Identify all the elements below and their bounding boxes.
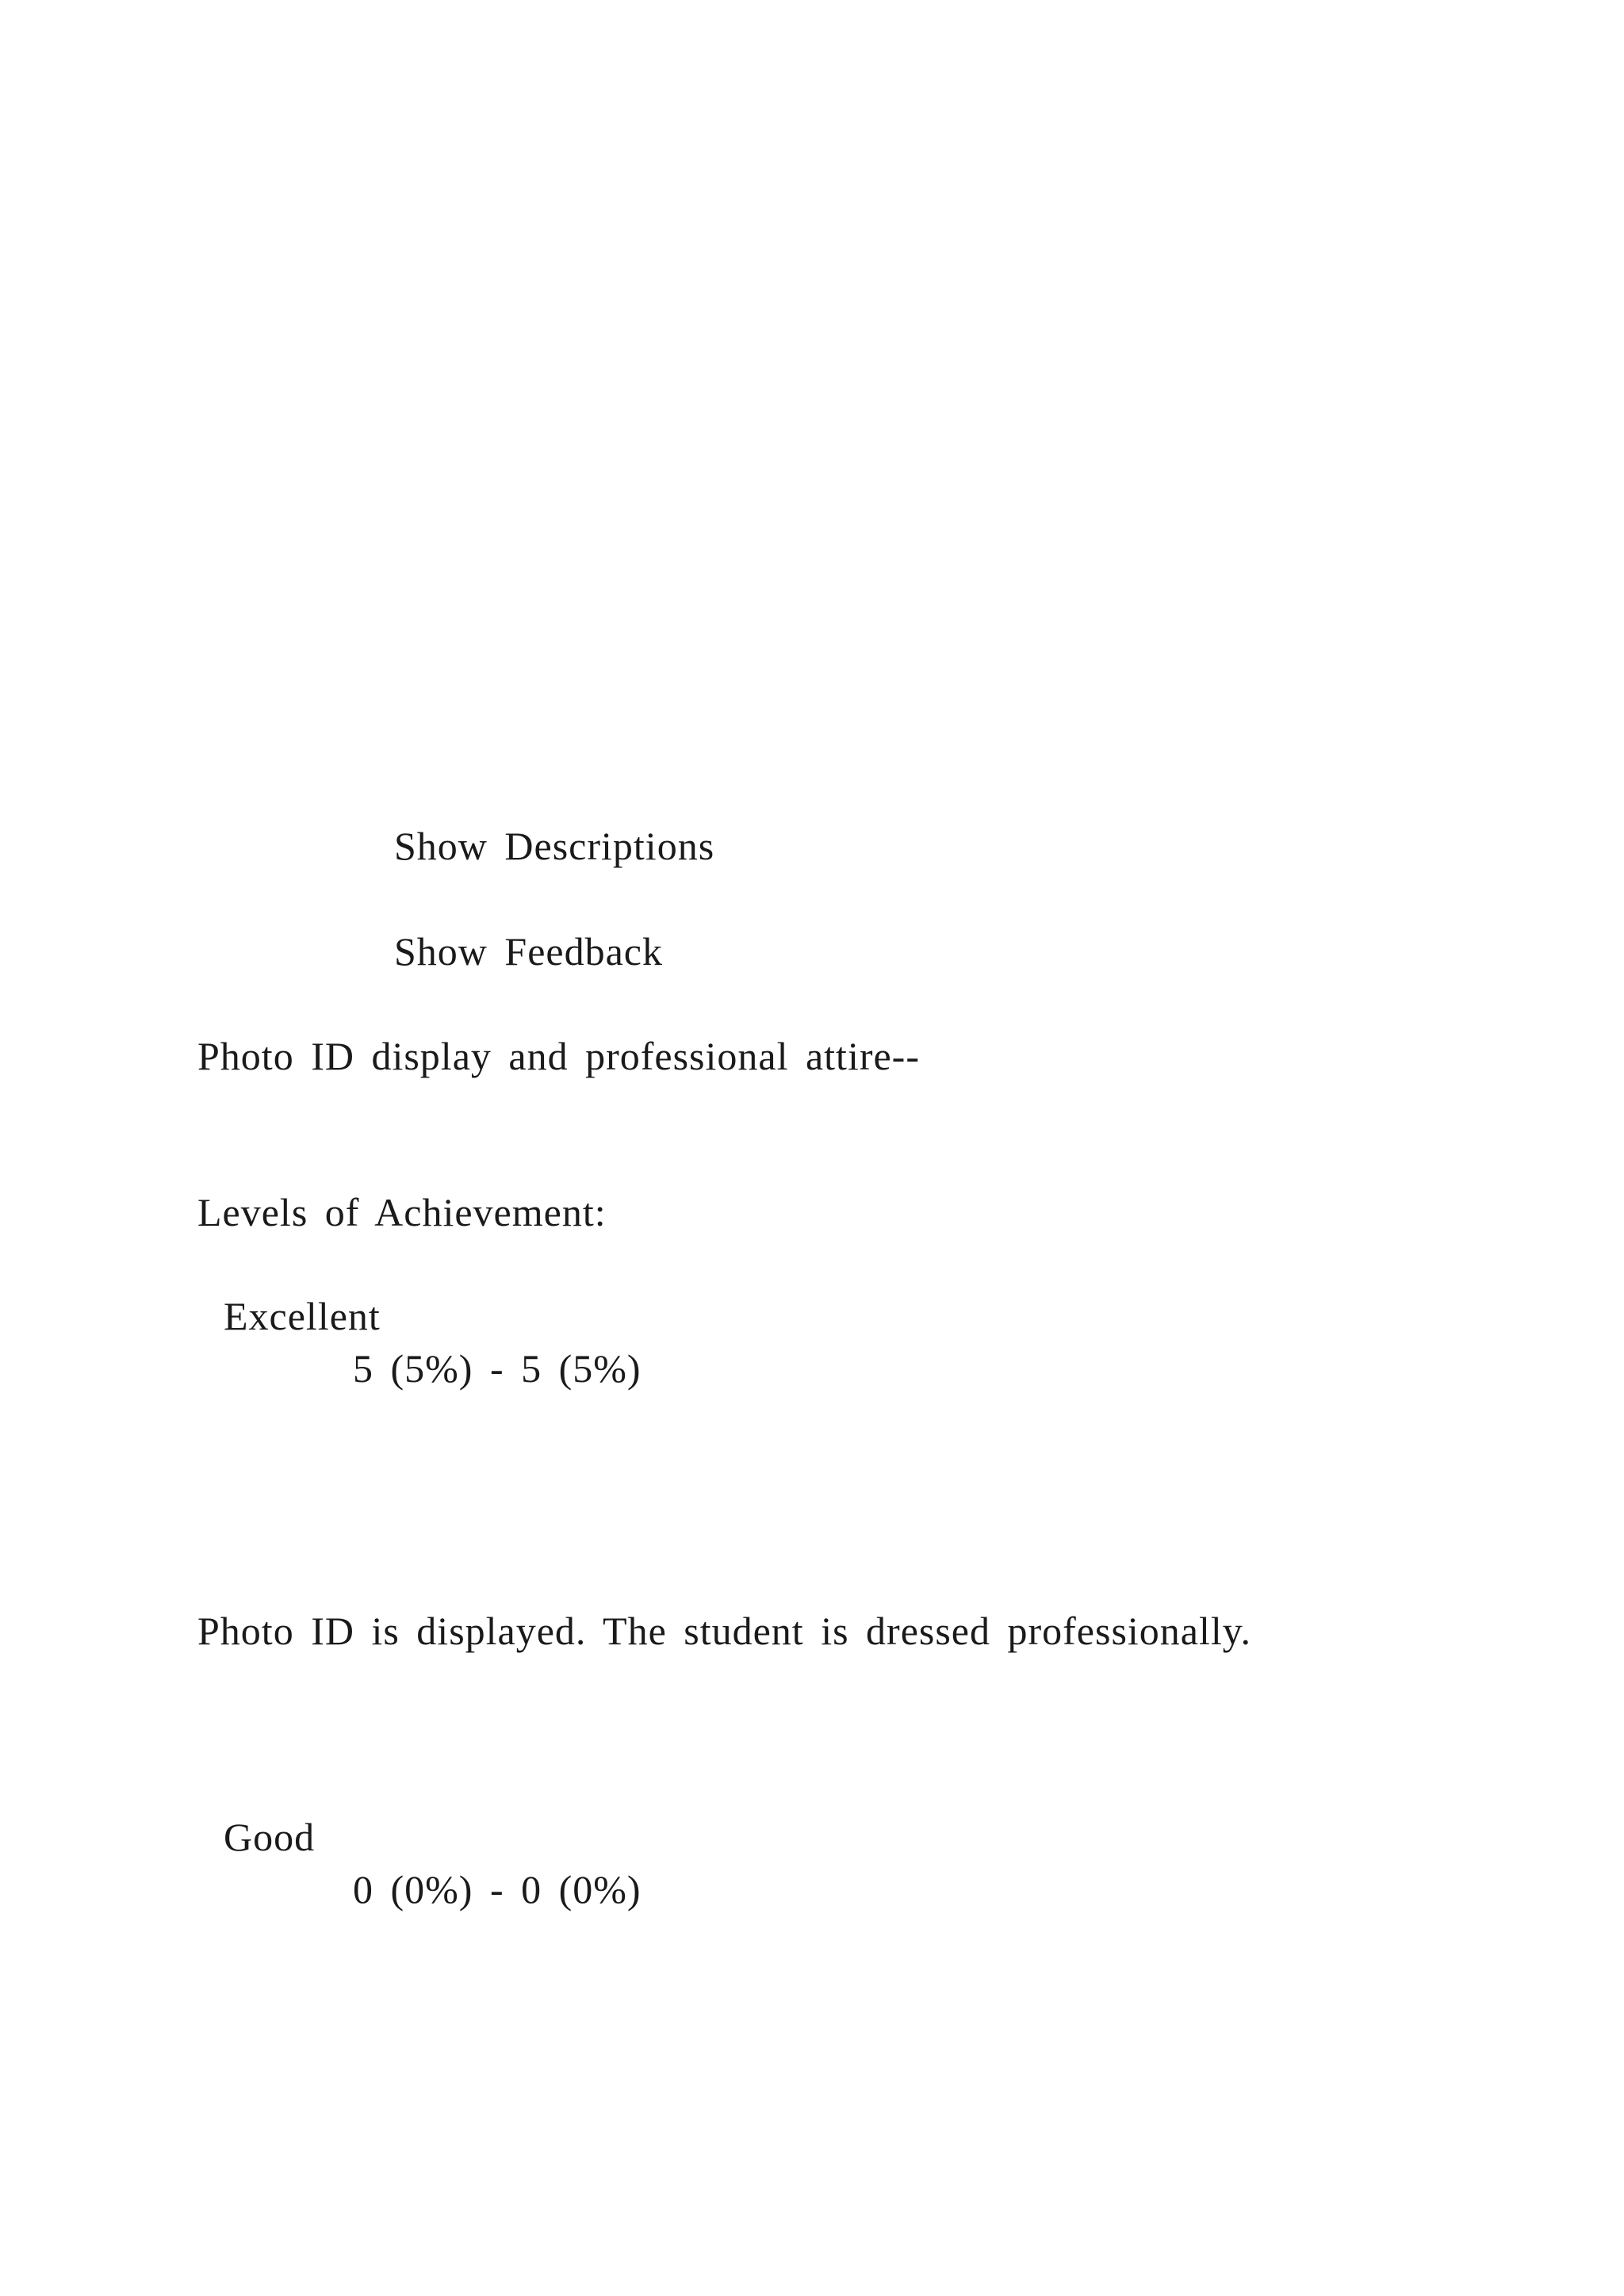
- level-description-excellent: Photo ID is displayed. The student is dressed professionally.: [197, 1609, 1252, 1653]
- level-name-excellent: Excellent: [224, 1294, 381, 1338]
- show-feedback-link[interactable]: Show Feedback: [394, 929, 663, 974]
- criterion-title: Photo ID display and professional attire--: [197, 1034, 920, 1078]
- levels-heading: Levels of Achievement:: [197, 1190, 607, 1234]
- level-name-good: Good: [224, 1815, 316, 1859]
- level-points-good: 0 (0%) - 0 (0%): [353, 1867, 642, 1911]
- show-descriptions-link[interactable]: Show Descriptions: [394, 824, 715, 868]
- level-points-excellent: 5 (5%) - 5 (5%): [353, 1346, 642, 1391]
